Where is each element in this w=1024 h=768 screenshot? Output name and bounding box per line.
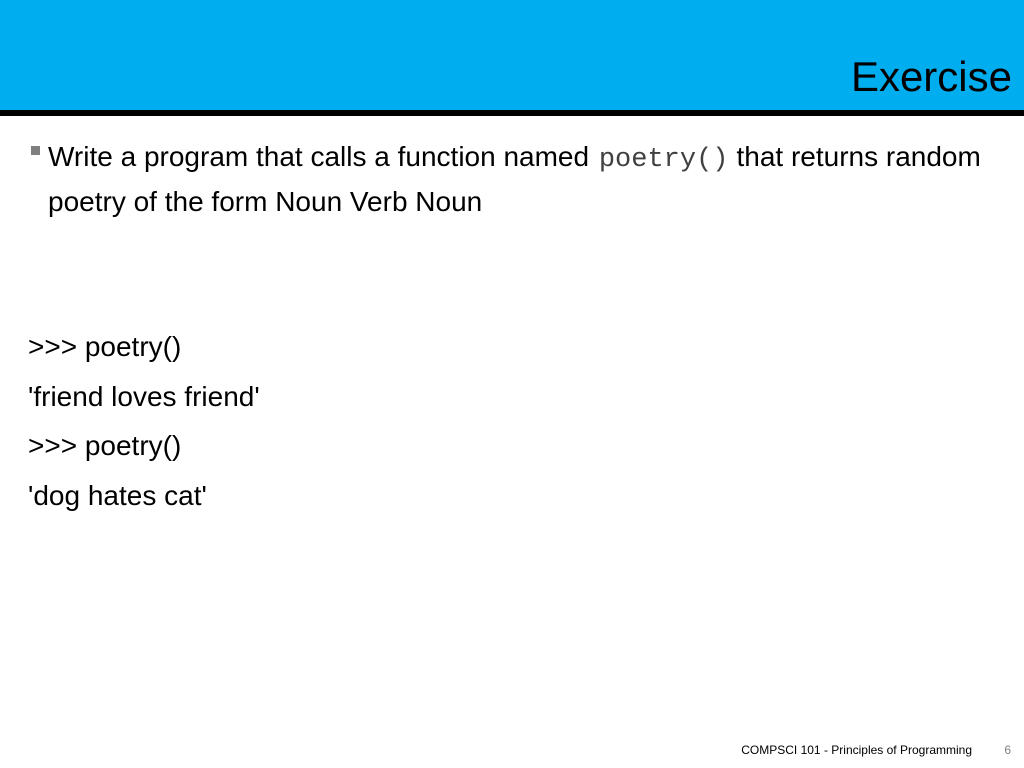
title-bar — [0, 0, 1024, 110]
title-divider — [0, 110, 1024, 116]
inline-code: poetry() — [598, 145, 729, 175]
example-session — [28, 322, 988, 520]
session-line-prompt-1: >>> poetry() — [28, 331, 182, 362]
square-bullet-icon — [31, 146, 40, 155]
session-line-prompt-2: >>> poetry() — [28, 430, 182, 461]
footer-course-title: COMPSCI 101 - Principles of Programming — [741, 743, 972, 757]
bullet-item — [28, 136, 988, 222]
session-line-output-1: 'friend loves friend' — [28, 380, 260, 412]
bullet-text — [48, 136, 988, 222]
bullet-text-after: that returns random poetry of the form Noun Verb Noun — [48, 141, 981, 217]
bullet-text-before: Write a program that calls a function named — [48, 141, 590, 172]
session-line-output-2: 'dog hates cat' — [28, 479, 207, 511]
slide-title: Exercise — [850, 53, 1012, 100]
page-number: 6 — [1004, 743, 1011, 757]
